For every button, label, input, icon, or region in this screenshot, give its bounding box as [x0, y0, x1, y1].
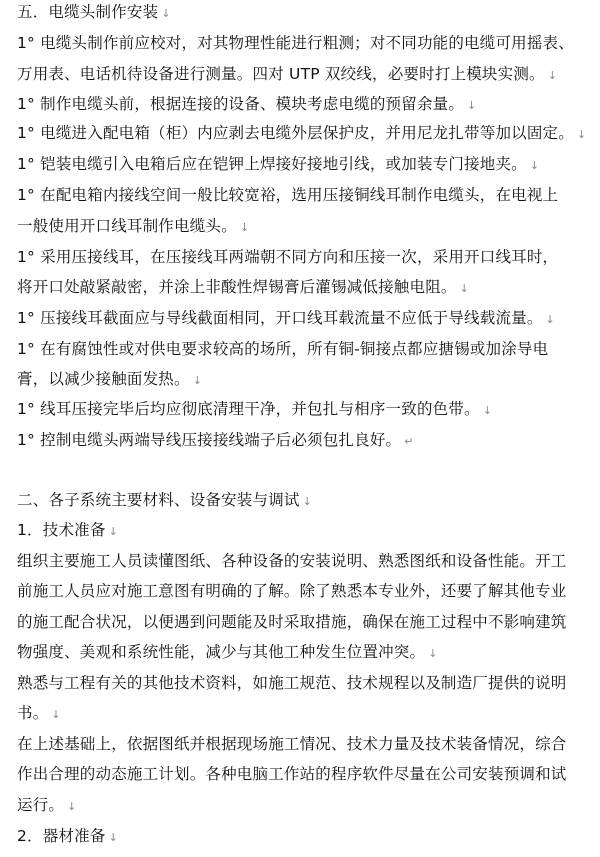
list-item: [17, 334, 551, 364]
paragraph-mark-icon: ↓: [529, 159, 540, 172]
line-text: 一般使用开口线耳制作电缆头。: [17, 217, 237, 235]
line-text: 1° 在有腐蚀性或对供电要求较高的场所，所有铜-铜接点都应搪锡或加涂导电: [17, 340, 549, 358]
list-item: [17, 394, 492, 424]
line-text: 1° 线耳压接完毕后均应彻底清理干净，并包扎与相序一致的色带。: [17, 400, 480, 418]
paragraph-line: [17, 790, 77, 820]
heading-text: 1．技术准备: [17, 521, 106, 539]
paragraph-mark-icon: ↓: [547, 69, 558, 82]
paragraph-line: [17, 607, 570, 637]
line-text: 1° 铠装电缆引入电箱后应在铠钾上焊接好接地引线，或加装专门接地夹。: [17, 155, 527, 173]
list-item: [17, 28, 577, 58]
list-item: [17, 303, 555, 333]
line-text: 1° 电缆进入配电箱（柜）内应剥去电缆外层保护皮，并用尼龙扎带等加以固定。: [17, 124, 574, 142]
paragraph-line: [17, 576, 570, 606]
paragraph-mark-icon: ↓: [428, 647, 438, 660]
line-text: 的施工配合状况，以便遇到问题能及时采取措施，确保在施工过程中不影响建筑: [17, 613, 567, 631]
line-text: 运行。: [17, 796, 65, 814]
list-item: [17, 89, 476, 119]
line-text: 熟悉与工程有关的其他技术资料，如施工规范、技术规程以及制造厂提供的说明: [17, 674, 567, 692]
line-text: 1° 制作电缆头前，根据连接的设备、模块考虑电缆的预留余量。: [17, 95, 465, 113]
list-item: [17, 59, 557, 89]
paragraph-mark-icon: ↵: [404, 435, 414, 448]
section-heading: [17, 485, 312, 515]
paragraph-mark-icon: ↓: [545, 313, 555, 326]
list-item: [17, 364, 202, 394]
line-text: 组织主要施工人员读懂图纸、各种设备的安装说明、熟悉图纸和设备性能。开工: [17, 552, 567, 570]
line-text: 1° 控制电缆头两端导线压接接线端子后必须包扎良好。: [17, 431, 402, 449]
list-item: [17, 242, 561, 272]
paragraph-mark-icon: ↓: [108, 831, 118, 844]
paragraph-line: [17, 637, 438, 667]
section-heading: [17, 0, 171, 27]
subsection-heading: [17, 515, 118, 545]
paragraph-mark-icon: ↓: [51, 708, 61, 721]
line-text: 1° 电缆头制作前应校对，对其物理性能进行粗测；对不同功能的电缆可用摇表、: [17, 34, 574, 52]
paragraph-mark-icon: ↓: [576, 128, 587, 141]
paragraph-line: [17, 759, 570, 789]
line-text: 1° 在配电箱内接线空间一般比较宽裕，选用压接铜线耳制作电缆头，在电视上: [17, 186, 559, 204]
paragraph-mark-icon: ↓: [302, 495, 313, 508]
line-text: 万用表、电话机待设备进行测量。四对 UTP 双绞线，必要时打上模块实测。: [17, 65, 545, 83]
paragraph-mark-icon: ↓: [192, 374, 203, 387]
line-text: 前施工人员应对施工意图有明确的了解。除了熟悉本专业外，还要了解其他专业: [17, 582, 567, 600]
paragraph-line: [17, 546, 570, 576]
list-item: [17, 180, 561, 210]
list-item: [17, 149, 539, 179]
line-text: 将开口处敲紧敲密，并涂上非酸性焊锡膏后灌锡减低接触电阻。: [17, 278, 457, 296]
heading-text: 2．器材准备: [17, 827, 106, 845]
list-item: [17, 272, 469, 302]
paragraph-mark-icon: ↓: [108, 525, 118, 538]
paragraph-mark-icon: ↓: [239, 221, 250, 234]
line-text: 书。: [17, 704, 49, 722]
paragraph-line: [17, 729, 570, 759]
paragraph-mark-icon: ↓: [459, 282, 470, 295]
paragraph-mark-icon: ↓: [67, 800, 77, 813]
subsection-heading: [17, 821, 118, 851]
line-text: 作出合理的动态施工计划。各种电脑工作站的程序软件尽量在公司安装预调和试: [17, 765, 567, 783]
line-text: 物强度、美观和系统性能，减少与其他工种发生位置冲突。: [17, 643, 426, 661]
paragraph-mark-icon: ↓: [467, 99, 477, 112]
paragraph-mark-icon: ↓: [482, 404, 493, 417]
line-text: 1° 采用压接线耳，在压接线耳两端朝不同方向和压接一次，采用开口线耳时，: [17, 248, 559, 266]
paragraph-line: [17, 698, 61, 728]
list-item: [17, 425, 414, 455]
paragraph-mark-icon: ↓: [161, 7, 171, 20]
list-item: [17, 211, 249, 241]
heading-text: 五．电缆头制作安装: [17, 3, 159, 21]
line-text: 1° 压接线耳截面应与导线截面相同，开口线耳载流量不应低于导线载流量。: [17, 309, 543, 327]
list-item: [17, 118, 586, 148]
paragraph-line: [17, 668, 570, 698]
line-text: 在上述基础上，依据图纸并根据现场施工情况、技术力量及技术装备情况，综合: [17, 735, 567, 753]
line-text: 膏，以减少接触面发热。: [17, 370, 190, 388]
heading-text: 二、各子系统主要材料、设备安装与调试: [17, 491, 300, 509]
